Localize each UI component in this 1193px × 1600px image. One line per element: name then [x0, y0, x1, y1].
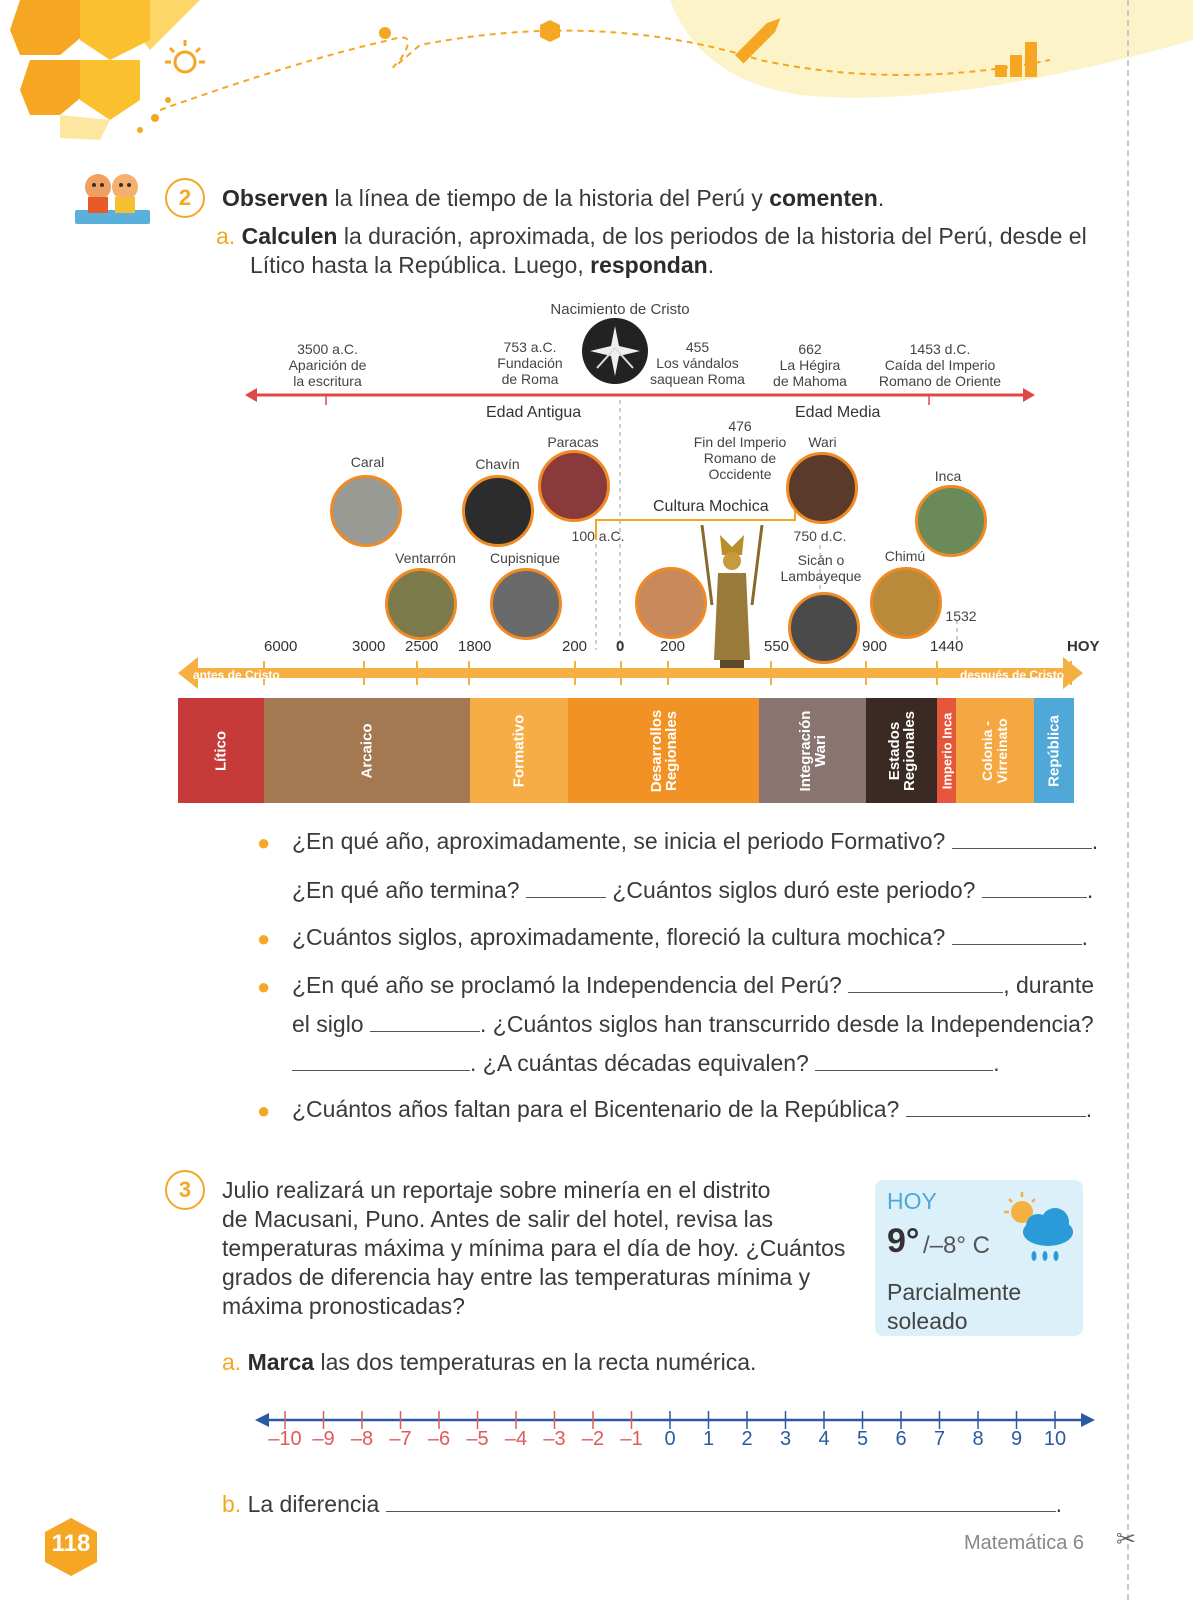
- header-decoration: [0, 0, 1193, 150]
- tick-2500: 2500: [405, 638, 439, 655]
- exercise3-part-b: b. La diferencia .: [222, 1491, 1063, 1517]
- ventarron-label: Ventarrón: [395, 550, 456, 566]
- cut-line: [1127, 0, 1129, 1600]
- students-reading-icon: [70, 165, 155, 230]
- tick-0: 0: [616, 638, 625, 655]
- number-line-label: 10: [1043, 1428, 1067, 1450]
- answer-blank[interactable]: [848, 991, 1003, 993]
- inca-label: Inca: [934, 468, 962, 484]
- number-line-label: –10: [268, 1428, 302, 1450]
- edad-media: Edad Media: [795, 404, 881, 421]
- date-100ac: 100 a.C.: [571, 528, 625, 544]
- date-750dc: 750 d.C.: [793, 528, 847, 544]
- answer-blank[interactable]: [370, 1030, 480, 1032]
- number-line-label: –9: [312, 1428, 335, 1450]
- number-line-label: 1: [702, 1428, 715, 1450]
- period-imperio-inca: Imperio Inca: [937, 698, 956, 803]
- tick-900: 900: [862, 638, 888, 655]
- answer-blank[interactable]: [292, 1069, 470, 1071]
- bullet-icon: ●: [257, 830, 271, 855]
- tick-1440: 1440: [930, 638, 964, 655]
- exercise3-text: Julio realizará un reportaje sobre minería en el distrito de Macusani, Puno. Antes de salir del hotel, revisa las temperaturas máxima y mínima para el día de hoy. ¿Cuántos grados de diferencia hay entre las temperaturas mínima y máxima pronosticadas?: [222, 1177, 846, 1319]
- event-1453: 1453 d.C. Caída del Imperio Romano de Oriente: [878, 341, 1002, 389]
- period-litico: Lítico: [178, 698, 264, 803]
- weather-description: Parcialmente soleado: [887, 1279, 1022, 1334]
- tick-550: 550: [764, 638, 790, 655]
- tick-200-ac: 200: [562, 638, 588, 655]
- scissors-icon: ✂: [1116, 1526, 1137, 1553]
- period-desarrollos-regionales: Desarrollos Regionales: [568, 698, 759, 803]
- number-line-label: 2: [741, 1428, 753, 1450]
- number-line-label: –2: [581, 1428, 605, 1450]
- sican-label: Sicán o Lambayeque: [780, 552, 862, 584]
- bullet-icon: ●: [257, 1098, 271, 1123]
- tick-6000: 6000: [264, 638, 298, 655]
- answer-blank[interactable]: [952, 847, 1092, 849]
- number-line-label: –8: [350, 1428, 374, 1450]
- number-line-label: 3: [779, 1428, 792, 1450]
- caral-image: [330, 475, 402, 547]
- question-independencia: ¿En qué año se proclamó la Independencia del Perú? , durante: [292, 972, 1095, 998]
- sun-rain-cloud-icon: [1000, 1190, 1078, 1265]
- wari-label: Wari: [808, 434, 837, 450]
- paracas-label: Paracas: [547, 434, 599, 450]
- mochica-label: Cultura Mochica: [653, 498, 769, 515]
- honeycomb-cubes-icon: [10, 0, 150, 140]
- bullet-icon: ●: [257, 926, 271, 951]
- period-colonia-virreinato: Colonia - Virreinato: [956, 698, 1034, 803]
- number-line-label: 4: [818, 1428, 830, 1450]
- wari-image: [786, 452, 858, 524]
- exercise-number: 2: [165, 178, 205, 218]
- book-title: Matemática 6: [964, 1532, 1085, 1554]
- answer-blank[interactable]: [815, 1069, 993, 1071]
- sican-image: [788, 592, 860, 664]
- cupisnique-label: Cupisnique: [489, 550, 561, 566]
- nativity-image: [582, 318, 648, 384]
- page-number: 118: [51, 1530, 91, 1557]
- inca-image: [915, 485, 987, 557]
- period-arcaico: Arcaico: [264, 698, 470, 803]
- mochica-figure-image: [698, 525, 766, 670]
- cube-icon: [540, 20, 560, 42]
- tick-3000: 3000: [352, 638, 386, 655]
- caral-label: Caral: [350, 454, 385, 470]
- chavin-label: Chavín: [475, 456, 520, 472]
- question-formativo-end: ¿En qué año termina? ¿Cuántos siglos duró este periodo? .: [292, 877, 1094, 903]
- chimu-label: Chimú: [884, 548, 926, 564]
- answer-blank[interactable]: [952, 943, 1082, 945]
- question-mochica: ¿Cuántos siglos, aproximadamente, floreció la cultura mochica? .: [292, 924, 1089, 950]
- event-753: 753 a.C. Fundación de Roma: [497, 339, 563, 387]
- number-line-label: –1: [620, 1428, 643, 1450]
- number-line-label: 9: [1010, 1428, 1023, 1450]
- question-independencia-siglo: el siglo . ¿Cuántos siglos han transcurrido desde la Independencia?: [292, 1011, 1094, 1037]
- date-1532: 1532: [945, 608, 977, 624]
- period-republica: República: [1034, 698, 1074, 803]
- paracas-image: [538, 450, 610, 522]
- tick-1800: 1800: [458, 638, 492, 655]
- weather-title: HOY: [887, 1188, 937, 1214]
- cupisnique-image: [490, 568, 562, 640]
- answer-blank[interactable]: [906, 1115, 1086, 1117]
- event-476: 476 Fin del Imperio Romano de Occidente: [693, 418, 787, 482]
- lightbulb-icon: [165, 40, 205, 72]
- question-formativo-start: ¿En qué año, aproximadamente, se inicia el periodo Formativo? .: [292, 828, 1099, 854]
- number-line-label: –4: [504, 1428, 528, 1450]
- question-bicentenario: ¿Cuántos años faltan para el Bicentenario de la República? .: [292, 1096, 1093, 1122]
- exercise3-part-a: a. Marca las dos temperaturas en la recta numérica.: [222, 1349, 757, 1375]
- event-455: 455 Los vándalos saquean Roma: [650, 339, 745, 387]
- period-formativo: Formativo: [470, 698, 568, 803]
- number-line-label: –7: [389, 1428, 412, 1450]
- question-independencia-decadas: . ¿A cuántas décadas equivalen? .: [292, 1050, 1000, 1077]
- event-662: 662 La Hégira de Mahoma: [773, 341, 847, 389]
- weather-card: [875, 1180, 1083, 1336]
- exercise2-part-a: a. Calculen la duración, aproximada, de los periodos de la historia del Perú, desde el Lítico hasta la República. Luego, respondan.: [216, 223, 1087, 278]
- period-estados-regionales: Estados Regionales: [866, 698, 937, 803]
- exercise2-intro: Observen la línea de tiempo de la historia del Perú y comenten.: [222, 185, 885, 211]
- event-3500: 3500 a.C. Aparición de la escritura: [288, 341, 367, 389]
- answer-blank[interactable]: [982, 896, 1087, 898]
- edad-antigua: Edad Antigua: [486, 404, 582, 421]
- period-integracion-wari: Integración Wari: [759, 698, 866, 803]
- answer-blank[interactable]: [526, 896, 606, 898]
- number-line-label: –3: [543, 1428, 566, 1450]
- nacimiento-label: Nacimiento de Cristo: [550, 301, 690, 318]
- ventarron-image: [385, 568, 457, 640]
- number-line-label: 7: [933, 1428, 946, 1450]
- mochica-pottery-image: [635, 567, 707, 639]
- chavin-image: [462, 475, 534, 547]
- main-timeline-arrow: [178, 655, 1083, 691]
- tick-hoy: HOY: [1067, 638, 1100, 655]
- despues-de-cristo: después de Cristo: [960, 668, 1065, 682]
- bullet-icon: ●: [257, 974, 271, 999]
- tick-200-dc: 200: [660, 638, 686, 655]
- weather-min: /–8° C: [923, 1232, 990, 1259]
- number-line-label: –5: [466, 1428, 489, 1450]
- number-line-label: 0: [664, 1428, 676, 1450]
- weather-max: 9°: [887, 1222, 920, 1260]
- exercise-number: 3: [165, 1170, 205, 1210]
- chimu-image: [870, 567, 942, 639]
- number-line-label: –6: [427, 1428, 451, 1450]
- number-line-label: 5: [856, 1428, 869, 1450]
- number-line-label: 8: [972, 1428, 984, 1450]
- answer-blank[interactable]: [386, 1510, 1056, 1512]
- number-line-label: 6: [895, 1428, 907, 1450]
- antes-de-cristo: antes de Cristo: [193, 668, 280, 682]
